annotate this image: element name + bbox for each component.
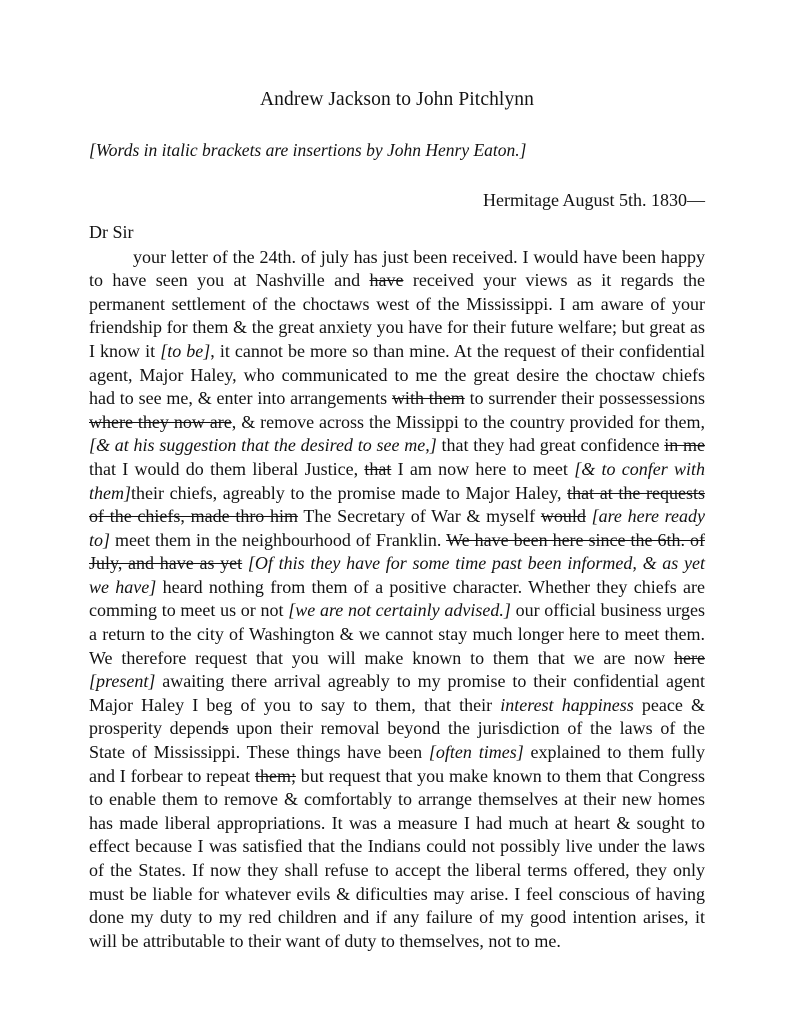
editorial-note: [Words in italic brackets are insertions by John Henry Eaton.] [89, 140, 527, 161]
body-text-run: I am now here to meet [391, 458, 575, 479]
struck-text-run: s [221, 718, 229, 739]
body-text-run: your letter of the 24th. of july has just been received. [133, 246, 518, 267]
struck-text-run: in me [664, 435, 705, 456]
body-text-run: but request that you make known to them that Congress to enable them to remove & comfortably to arrange themselves at their new homes has made liberal appropriations. It was a measure I had much at heart & sought to effect because I was satisfied that the Indians could not possibly live under the laws of the States. If now they shall refuse to accept the liberal terms offered, they only must be liable for whatever evils & dificulties may arise. I feel conscious of having done my duty to my red children and if any failure of my good intention arises, it will be attributable to their want of duty to themselves, not to me. [89, 765, 705, 951]
struck-text-run: have [369, 270, 404, 291]
editorial-insertion-run: [& at his suggestion that the desired to see me,] [89, 435, 437, 456]
body-text-run: , it cannot be more so than mine. At the request of their confidential agent, Major Haley, who communicated to me the great desire the choctaw chiefs had to see me, & enter into arrangements [89, 340, 706, 409]
body-text-run: The Secretary of War & myself [298, 506, 541, 527]
page-title: Andrew Jackson to John Pitchlynn [259, 89, 534, 110]
body-text-run: upon their removal beyond the jurisdiction of the laws of the State of Mississippi. These things have been [89, 718, 705, 763]
body-text-run: their chiefs, agreably to the promise made to Major Haley, [131, 482, 568, 503]
struck-text-run: that at the requests of the chiefs, made thro him [89, 482, 705, 527]
body-text-run: I would have been happy to have seen you at Nashville and [89, 246, 705, 291]
body-text-run: received your views as it regards the permanent settlement of the choctaws west of the Mississippi. I am aware of your friendship for them & the great anxiety you have for their future welfare; but great as I know it [89, 270, 705, 361]
dateline: Hermitage August 5th. 1830— [483, 190, 705, 211]
editorial-insertion-run: [we are not certainly advised.] [288, 600, 511, 621]
body-text-run: explained to them fully and I forbear to repeat [89, 742, 705, 786]
salutation: Dr Sir [89, 221, 134, 242]
body-text-run: that I would do them liberal Justice, [89, 458, 365, 479]
struck-text-run: where they now are [89, 411, 232, 432]
italic-text-run: interest happiness [500, 694, 634, 715]
body-text-run: to surrender their possessessions [464, 388, 705, 409]
editorial-insertion-run: [often times] [428, 742, 524, 763]
struck-text-run: with them [391, 388, 465, 409]
body-text-run: heard nothing from them of a positive character. Whether they chiefs are comming to meet us or not [89, 576, 705, 621]
struck-text-run: would [540, 506, 586, 527]
struck-text-run: them; [254, 765, 296, 786]
editorial-insertion-run: [present] [89, 671, 156, 692]
body-text-run: , & remove across the Missippi to the country provided for them, [231, 411, 706, 432]
body-text-run: peace & prosperity depend [89, 694, 705, 739]
struck-text-run: We have been here since the 6th. of July, and have as yet [89, 529, 705, 574]
body-text-run: meet them in the neighbourhood of Franklin. [110, 529, 447, 550]
struck-text-run: here [674, 647, 705, 668]
editorial-insertion-run: [are here ready to] [89, 506, 705, 550]
document-content [89, 0, 705, 953]
body-text-run: awaiting there arrival agreably to my promise to their confidential agent Major Haley I beg of you to say to them, that their [89, 671, 705, 715]
editorial-insertion-run: [& to confer with them] [89, 458, 706, 503]
body-text-run: our official business urges a return to the city of Washington & we cannot stay much longer here to meet them. We therefore request that you will make known to them that we are now [89, 600, 705, 668]
struck-text-run: that [364, 458, 392, 479]
letter-body [89, 244, 705, 954]
editorial-insertion-run: [Of this they have for some time past been informed, & as yet we have] [89, 553, 706, 597]
editorial-insertion-run: [to be] [160, 340, 211, 361]
body-text-run: that they had great confidence [436, 435, 665, 456]
